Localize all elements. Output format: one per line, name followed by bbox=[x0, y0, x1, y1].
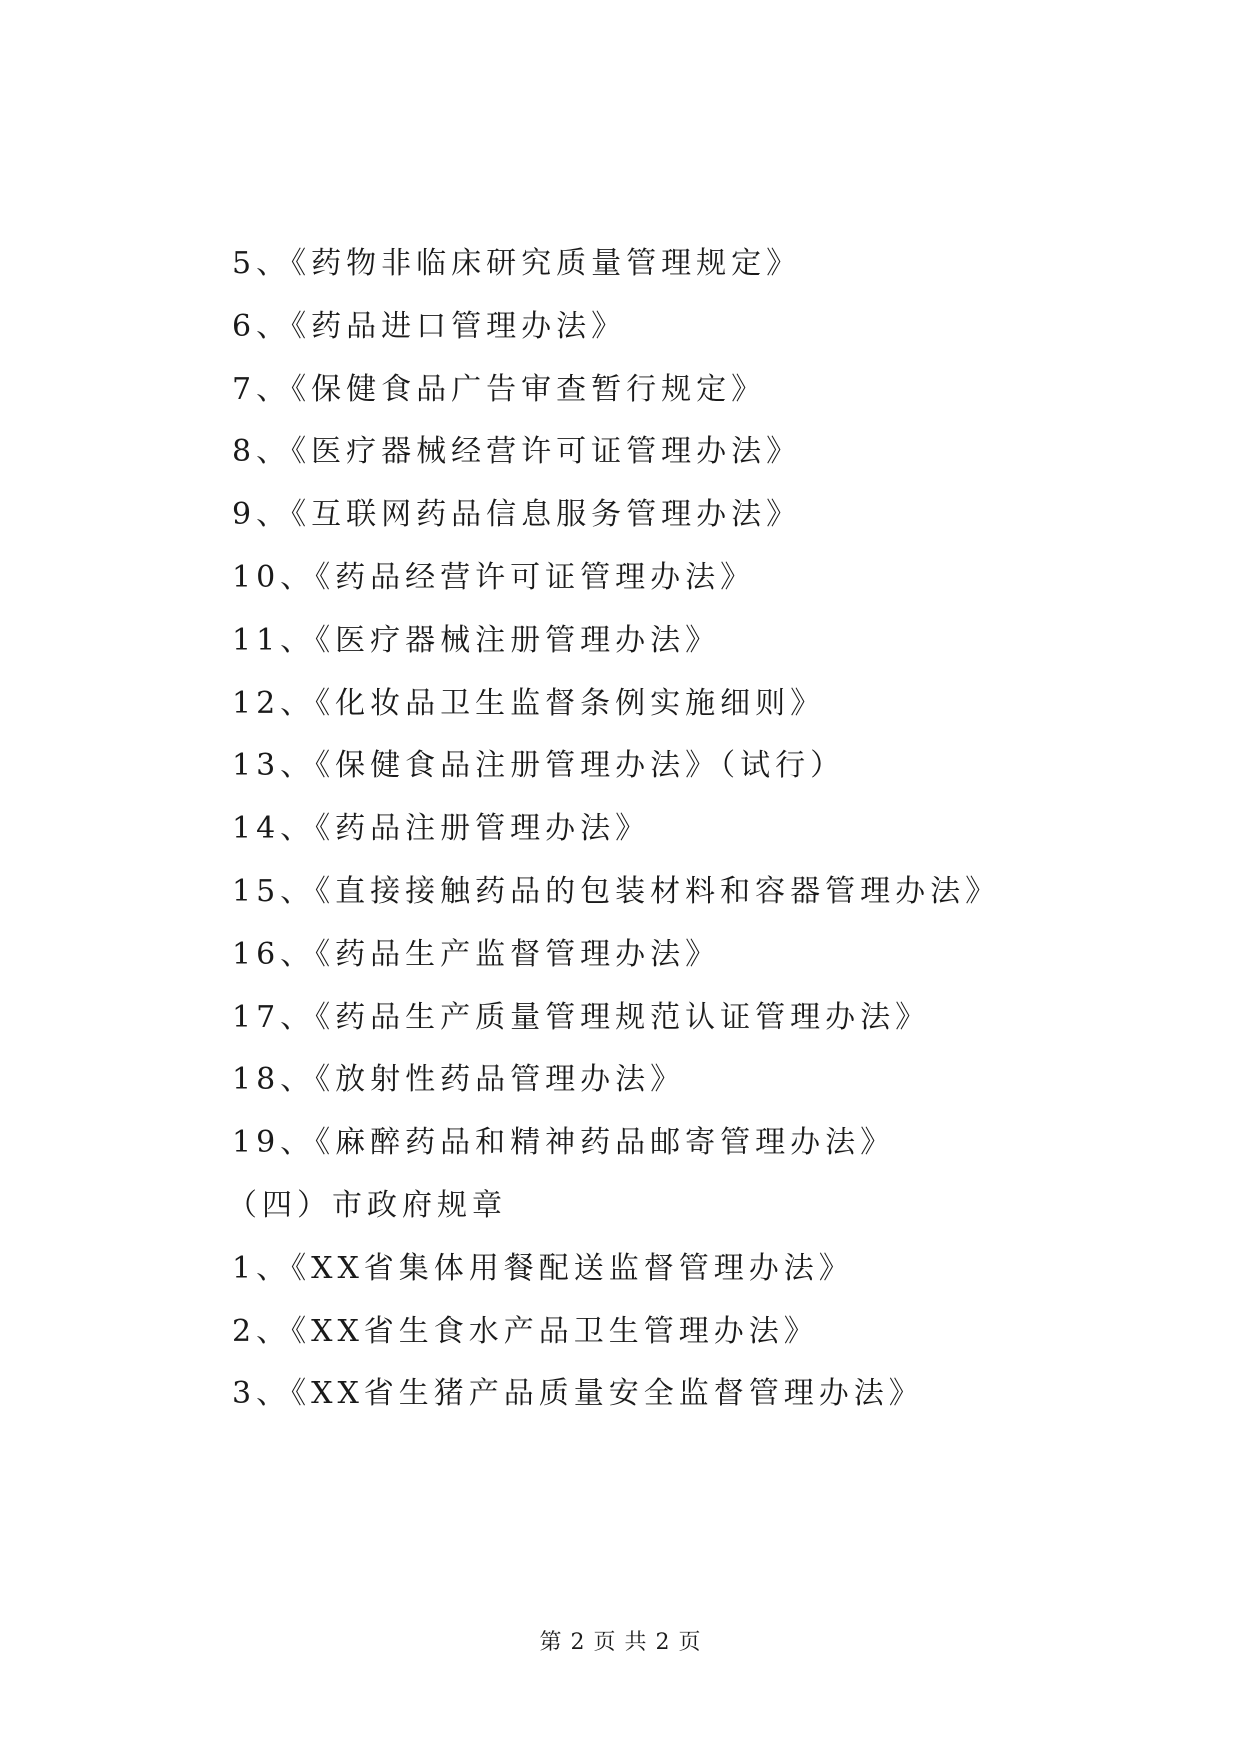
list-item: 5、《药物非临床研究质量管理规定》 bbox=[232, 246, 802, 281]
list-item: 3、《XX省生猪产品质量安全监督管理办法》 bbox=[232, 1376, 924, 1412]
section-heading: （四）市政府规章 bbox=[227, 1187, 507, 1223]
list-item: 18、《放射性药品管理办法》 bbox=[232, 1062, 686, 1098]
list-item: 15、《直接接触药品的包装材料和容器管理办法》 bbox=[232, 873, 1001, 909]
list-item: 17、《药品生产质量管理规范认证管理办法》 bbox=[232, 999, 931, 1035]
list-item: 13、《保健食品注册管理办法》（试行） bbox=[232, 748, 846, 784]
list-item: 14、《药品注册管理办法》 bbox=[232, 811, 651, 847]
list-item: 16、《药品生产监督管理办法》 bbox=[232, 936, 721, 972]
list-item: 7、《保健食品广告审查暂行规定》 bbox=[232, 371, 767, 407]
list-item: 2、《XX省生食水产品卫生管理办法》 bbox=[232, 1313, 819, 1349]
list-item: 10、《药品经营许可证管理办法》 bbox=[232, 559, 756, 595]
document-body bbox=[227, 233, 1132, 1426]
list-item: 8、《医疗器械经营许可证管理办法》 bbox=[232, 434, 802, 470]
list-item: 19、《麻醉药品和精神药品邮寄管理办法》 bbox=[232, 1125, 896, 1161]
list-item: 9、《互联网药品信息服务管理办法》 bbox=[232, 497, 802, 533]
list-item: 11、《医疗器械注册管理办法》 bbox=[232, 622, 721, 658]
list-item: 1、《XX省集体用餐配送监督管理办法》 bbox=[232, 1250, 854, 1286]
list-item: 6、《药品进口管理办法》 bbox=[232, 308, 627, 344]
list-item: 12、《化妆品卫生监督条例实施细则》 bbox=[232, 685, 826, 721]
page-number-footer: 第 2 页 共 2 页 bbox=[539, 1630, 702, 1655]
